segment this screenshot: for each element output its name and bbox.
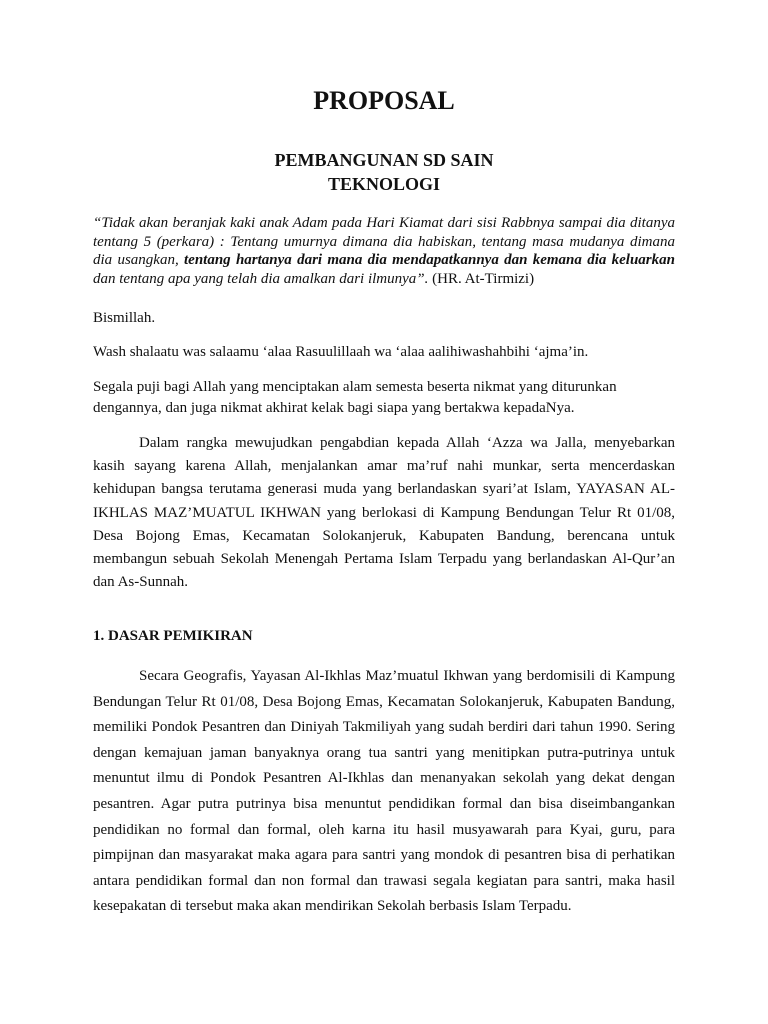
hadith-source: (HR. At-Tirmizi) (428, 270, 535, 287)
hadith-text-part-1: “Tidak akan beranjak kaki anak Adam pada Hari Kiamat dari sisi Rabbnya sampai dia ditanya tentang 5 (perkara) : Tentang umurnya dimana dia habiskan, tentang masa mudanya dimana dia usangkan, (93, 215, 675, 268)
praise-paragraph: Segala puji bagi Allah yang menciptakan alam semesta beserta nikmat yang diturunkan dengannya, dan juga nikmat akhirat kelak bagi siapa yang bertakwa kepadaNya. (93, 379, 617, 416)
intro-paragraph: Dalam rangka mewujudkan pengabdian kepada Allah ‘Azza wa Jalla, menyebarkan kasih sayang karena Allah, menjalankan amar ma’ruf nahi munkar, serta mencerdaskan kehidupan bangsa terutama generasi muda yang berlandaskan syari’at Islam, YAYASAN AL- IKHLAS MAZ’MUATUL IKHWAN yang berlokasi di Kampung Bendungan Telur Rt 01/08, Desa Bojong Emas, Kecamatan Solokanjeruk, Kabupaten Bandung, berencana untuk membangun sebuah Sekolah Menengah Pertama Islam Terpadu yang berlandaskan Al-Qur’an dan As-Sunnah. (93, 435, 675, 591)
hadith-quote (93, 214, 675, 288)
subtitle-line-1: PEMBANGUNAN SD SAIN (274, 150, 494, 170)
document-title: PROPOSAL (313, 86, 455, 115)
hadith-text-part-3: dan tentang apa yang telah dia amalkan dari ilmunya”. (93, 270, 429, 287)
section-heading-dasar-pemikiran: 1. DASAR PEMIKIRAN (93, 628, 253, 644)
shalawat-line: Wash shalaatu was salaamu ‘alaa Rasuulillaah wa ‘alaa aalihiwashahbihi ‘ajma’in. (93, 344, 589, 360)
hadith-text-bold: tentang hartanya dari mana dia mendapatkannya dan kemana dia keluarkan (184, 252, 675, 268)
document-subtitle (0, 148, 768, 196)
bismillah-line: Bismillah. (93, 310, 156, 326)
subtitle-line-2: TEKNOLOGI (327, 174, 441, 194)
section-1-paragraph: Secara Geografis, Yayasan Al-Ikhlas Maz’muatul Ikhwan yang berdomisili di Kampung Bendungan Telur Rt 01/08, Desa Bojong Emas, Kecamatan Solokanjeruk, Kabupaten Bandung, memiliki Pondok Pesantren dan Diniyah Takmiliyah yang sudah berdiri dari tahun 1990. Sering dengan kemajuan jaman banyaknya orang tua santri yang menitipkan putra-putrinya untuk menuntut ilmu di Pondok Pesantren Al-Ikhlas dan menanyakan sekolah yang dekat dengan pesantren. Agar putra putrinya bisa menuntut pendidikan formal dan bisa diseimbangankan pendidikan no formal dan formal, oleh karna itu hasil musyawarah para Kyai, guru, para pimpijnan dan masyarakat maka agara para santri yang mondok di pesantren bisa di perhatikan antara pendidikan formal dan non formal dan trawasi segala kegiatan para santri, maka hasil kesepakatan di tersebut maka akan mendirikan Sekolah berbasis Islam Terpadu. (93, 668, 675, 915)
